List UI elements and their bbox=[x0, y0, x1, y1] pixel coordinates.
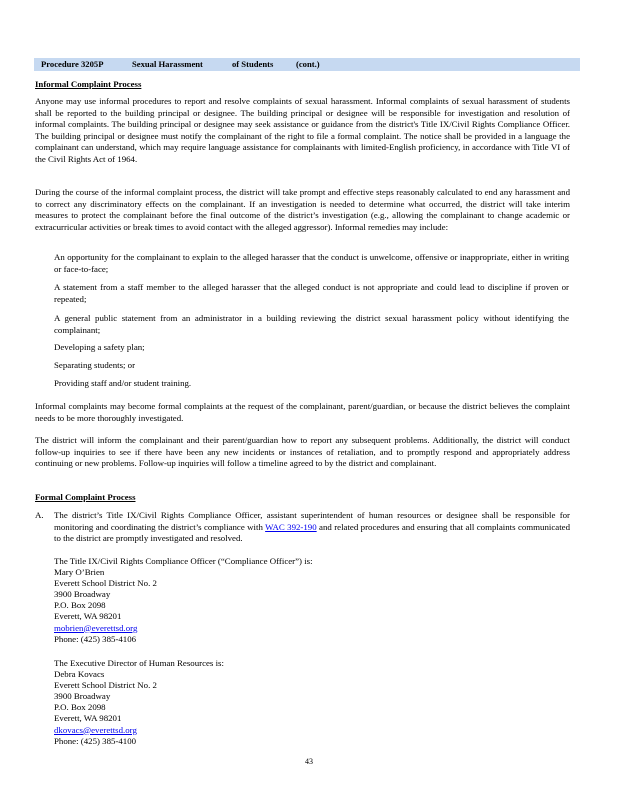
contact-po-box: P.O. Box 2098 bbox=[54, 702, 106, 713]
contact-phone: Phone: (425) 385-4106 bbox=[54, 633, 137, 644]
contact-email-link[interactable]: mobrien@everettsd.org bbox=[54, 622, 138, 633]
contact-email-link[interactable]: dkovacs@everettsd.org bbox=[54, 724, 137, 735]
remedy-text: Separating students; or bbox=[54, 360, 136, 370]
remedy-text: An opportunity for the complainant to explain to the alleged harasser that the conduct is unwelcome, offensive or inappropriate, either in writing or face-to-face; bbox=[54, 252, 569, 274]
remedy-text: A statement from a staff member to the alleged harasser that the alleged conduct is not appropriate and could lead to discipline if proven or repeated; bbox=[54, 282, 569, 304]
item-a-text-start: The district’s Title IX/Civil Rights Compliance Officer, assistant superintendent of human resources or designee shall be responsible for monitoring and coordinating the district’s compliance with bbox=[54, 510, 570, 532]
remedy-text: A general public statement from an administrator in a building reviewing the district sexual harassment policy without identifying the complainant; bbox=[54, 313, 569, 335]
remedy-text: Providing staff and/or student training. bbox=[54, 378, 192, 388]
contact-city: Everett, WA 98201 bbox=[54, 611, 122, 622]
contact-phone: Phone: (425) 385-4100 bbox=[54, 735, 137, 746]
item-a-text-end: and related procedures and ensuring that all complaints communicated to the district are promptly investigated and resolved. bbox=[54, 521, 571, 543]
contact-intro: The Title IX/Civil Rights Compliance Officer (“Compliance Officer”) is: bbox=[54, 556, 313, 566]
procedure-title-suffix: of Students bbox=[232, 59, 274, 69]
informal-complaint-heading: Informal Complaint Process bbox=[35, 79, 142, 89]
procedure-title: Sexual Harassment bbox=[132, 59, 203, 69]
contact-po-box: P.O. Box 2098 bbox=[54, 600, 106, 611]
remedy-text: Developing a safety plan; bbox=[54, 342, 145, 352]
informal-paragraph-2: During the course of the informal complaint process, the district will take prompt and effective steps reasonably calculated to end any harassment and to correct any discriminatory effects on the complainant. If an investigation is needed to determine what occurred, the district will take interim measures to protect the complainant before the final outcome of the district’s investigation (e.g., allowing the complainant to change academic or extracurricular activities or break times to avoid contact with the alleged aggressor). Informal remedies may include: bbox=[35, 187, 570, 232]
contact-intro: The Executive Director of Human Resources is: bbox=[54, 658, 224, 668]
procedure-number: Procedure 3205P bbox=[41, 59, 104, 69]
contact-street: 3900 Broadway bbox=[54, 589, 111, 600]
contact-city: Everett, WA 98201 bbox=[54, 713, 122, 724]
contact-street: 3900 Broadway bbox=[54, 691, 111, 702]
formal-complaint-heading: Formal Complaint Process bbox=[35, 492, 136, 502]
contact-organization: Everett School District No. 2 bbox=[54, 680, 157, 691]
informal-paragraph-4: The district will inform the complainant and their parent/guardian how to report any subsequent problems. Additionally, the district will conduct follow-up inquiries to see if there have been any new incidents or instances of retaliation, and to promptly respond and appropriately address continuing or new problems. Follow-up inquiries will follow a timeline agreed to by the district and complainant. bbox=[35, 435, 570, 468]
contact-name: Debra Kovacs bbox=[54, 669, 105, 680]
compliance-officer-contact bbox=[54, 556, 313, 645]
hr-director-contact bbox=[54, 658, 224, 747]
continued-label: (cont.) bbox=[296, 59, 320, 69]
wac-392-190-link[interactable]: WAC 392-190 bbox=[265, 521, 317, 532]
informal-paragraph-3: Informal complaints may become formal complaints at the request of the complainant, parent/guardian, or because the district believes the complaint needs to be more thoroughly investigated. bbox=[35, 401, 570, 423]
item-a-text bbox=[54, 510, 570, 545]
item-marker: A. bbox=[35, 510, 44, 520]
informal-paragraph-1: Anyone may use informal procedures to report and resolve complaints of sexual harassment. Informal complaints of sexual harassment of students shall be reported to the building principal or designee. The building principal or designee will be responsible for investigation and resolution of informal complaints. The building principal or designee may seek assistance or guidance from the district's Title IX/Civil Rights Compliance Officer. The building principal or designee must notify the complainant of the right to file a formal complaint. The notice shall be provided in a language the complainant can understand, which may require language assistance for complainants with limited-English proficiency, in accordance with Title VI of the Civil Rights Act of 1964. bbox=[35, 96, 570, 164]
contact-organization: Everett School District No. 2 bbox=[54, 578, 157, 589]
contact-name: Mary O’Brien bbox=[54, 567, 105, 578]
procedure-header-bar bbox=[34, 58, 580, 71]
page-number: 43 bbox=[305, 757, 313, 766]
